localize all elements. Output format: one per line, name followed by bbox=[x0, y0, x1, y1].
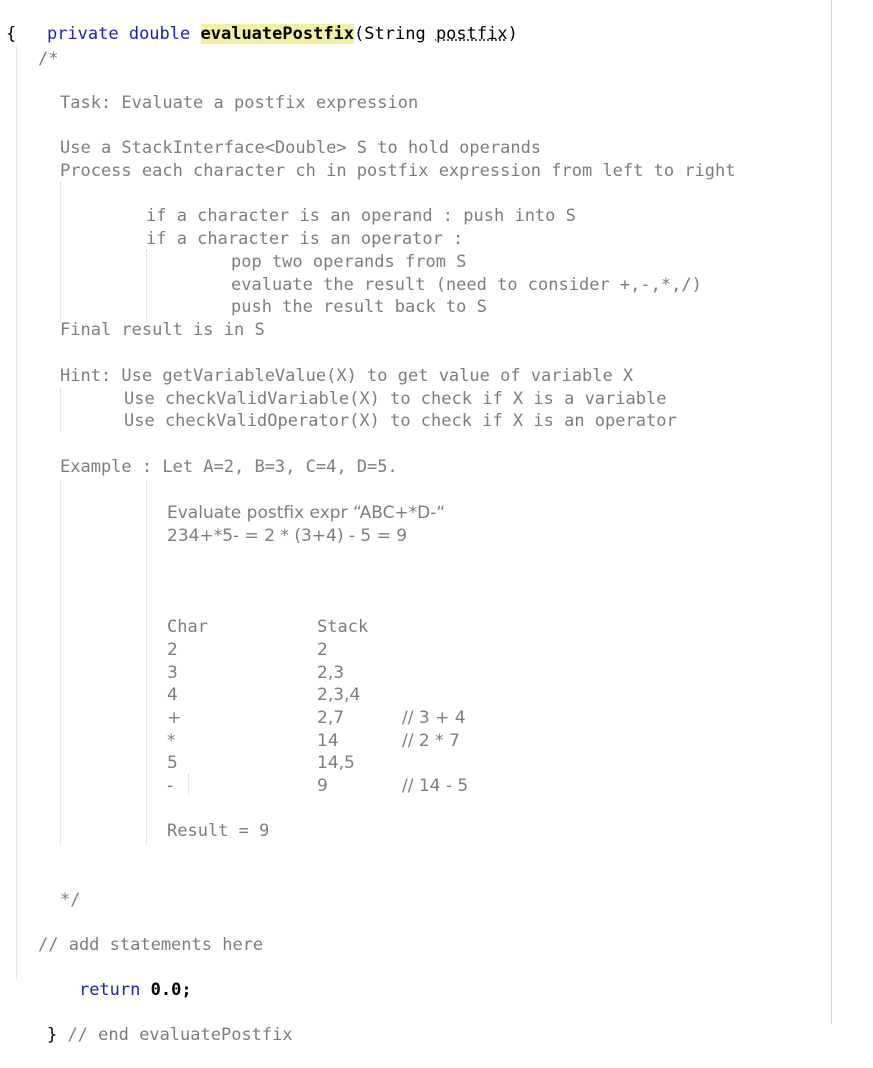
trace-char: 4 bbox=[167, 685, 178, 705]
method-name[interactable]: evaluatePostfix bbox=[200, 24, 355, 44]
comment-result: Result = 9 bbox=[167, 821, 270, 841]
trace-stack: 2,3 bbox=[317, 663, 345, 683]
comment-example: Example : Let A=2, B=3, C=4, D=5. bbox=[60, 457, 398, 477]
modifiers: private double bbox=[46, 24, 191, 44]
comment-open: /* bbox=[38, 49, 59, 69]
trace-stack: 2 bbox=[317, 640, 328, 660]
trace-char: + bbox=[167, 708, 182, 728]
indent-guide bbox=[60, 182, 61, 322]
trace-stack: 14,5 bbox=[317, 753, 355, 773]
trace-header-stack: Stack bbox=[317, 617, 369, 637]
close-paren: ) bbox=[507, 24, 518, 44]
comment-use-stack: Use a StackInterface<Double> S to hold operands bbox=[60, 138, 542, 158]
comment-hint-2: Use checkValidVariable(X) to check if X is a variable bbox=[124, 389, 667, 409]
comment-task: Task: Evaluate a postfix expression bbox=[60, 93, 419, 113]
comment-pop-two: pop two operands from S bbox=[231, 252, 467, 272]
comment-process: Process each character ch in postfix expression from left to right bbox=[60, 161, 736, 181]
trace-note: // 14 - 5 bbox=[402, 776, 469, 796]
trace-note: // 2 * 7 bbox=[402, 731, 460, 751]
open-brace: { bbox=[6, 24, 17, 44]
trace-char: 5 bbox=[167, 753, 178, 773]
method-signature bbox=[6, 1, 518, 67]
trace-stack: 2,7 bbox=[317, 708, 345, 728]
return-keyword: return bbox=[78, 980, 141, 1000]
comment-eval-calc: 234+*5- = 2 * (3+4) - 5 = 9 bbox=[167, 526, 408, 546]
comment-evaluate: evaluate the result (need to consider +,-,*,/) bbox=[231, 275, 702, 295]
param-type: (String bbox=[354, 24, 426, 44]
comment-eval-expr: Evaluate postfix expr “ABC+*D-“ bbox=[167, 503, 446, 523]
comment-hint-1: Hint: Use getVariableValue(X) to get value of variable X bbox=[60, 366, 634, 386]
end-comment: // end evaluatePostfix bbox=[67, 1025, 293, 1045]
trace-char: * bbox=[167, 731, 176, 751]
param-name[interactable]: postfix bbox=[435, 24, 508, 44]
comment-hint-3: Use checkValidOperator(X) to check if X is an operator bbox=[124, 411, 677, 431]
comment-if-operator: if a character is an operator : bbox=[146, 229, 464, 249]
trace-char: 2 bbox=[167, 640, 178, 660]
indent-guide bbox=[60, 480, 61, 845]
right-margin-line bbox=[831, 0, 832, 1024]
return-value: 0.0; bbox=[150, 980, 192, 1000]
trace-header-char: Char bbox=[167, 617, 208, 637]
comment-push-back: push the result back to S bbox=[231, 297, 487, 317]
trace-note: // 3 + 4 bbox=[402, 708, 466, 728]
trace-stack: 9 bbox=[317, 776, 328, 796]
indent-guide bbox=[60, 388, 61, 432]
trace-stack: 2,3,4 bbox=[317, 685, 361, 705]
trace-stack: 14 bbox=[317, 731, 339, 751]
comment-close: */ bbox=[60, 890, 81, 910]
indent-guide bbox=[146, 250, 147, 322]
closing-line bbox=[6, 1002, 293, 1068]
comment-if-operand: if a character is an operand : push into S bbox=[146, 206, 576, 226]
trace-char: 3 bbox=[167, 663, 178, 683]
indent-guide bbox=[16, 44, 17, 979]
trace-char: - bbox=[167, 776, 174, 796]
comment-final-result: Final result is in S bbox=[60, 320, 265, 340]
indent-guide bbox=[188, 774, 189, 796]
comment-add-statements: // add statements here bbox=[38, 935, 264, 955]
close-brace: } bbox=[46, 1025, 58, 1045]
indent-guide bbox=[146, 480, 147, 845]
